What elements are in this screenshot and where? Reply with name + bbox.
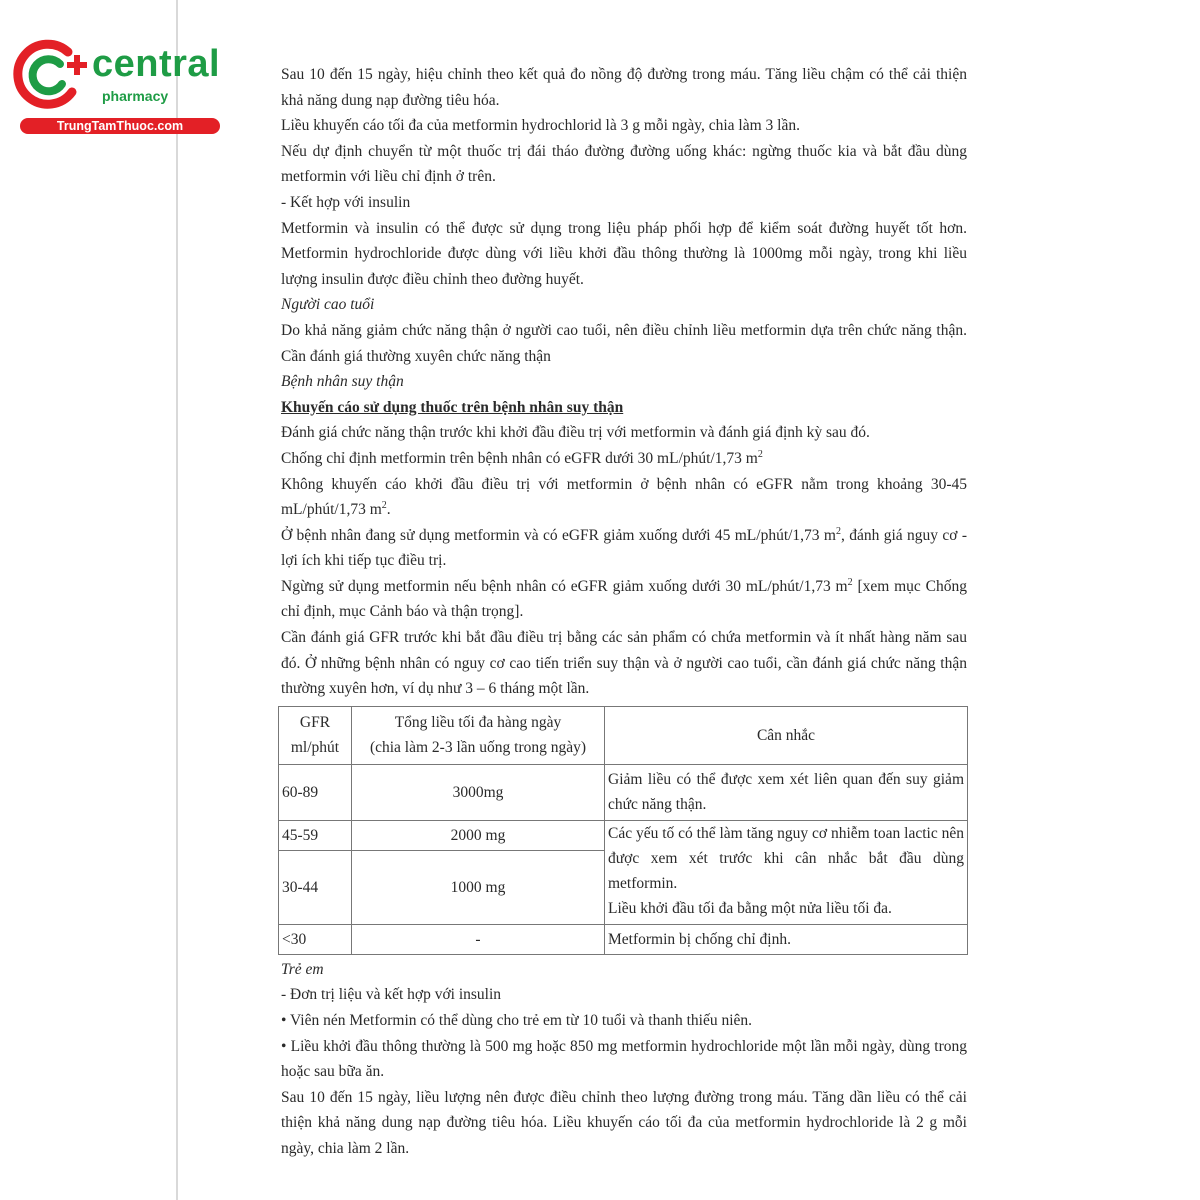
logo-brand-text: central <box>92 43 221 85</box>
header-max-dose: Tổng liều tối đa hàng ngày (chia làm 2-3 lần uống trong ngày) <box>352 706 605 764</box>
central-pharmacy-logo <box>10 38 221 138</box>
paragraph: Sau 10 đến 15 ngày, hiệu chỉnh theo kết quả đo nồng độ đường trong máu. Tăng liều chậm có thể cải thiện khả năng dung nạp đường tiêu hóa. <box>281 66 967 109</box>
table-row: 45-59 2000 mg Các yếu tố có thể làm tăng nguy cơ nhiễm toan lactic nên được xem xét trước khi cân nhắc bắt đầu dùng metformin. Liều khởi đầu tối đa bằng một nửa liều tối đa. <box>279 820 968 850</box>
page-edge <box>176 0 178 1200</box>
merged-note-cell: Các yếu tố có thể làm tăng nguy cơ nhiễm toan lactic nên được xem xét trước khi cân nhắc bắt đầu dùng metformin. Liều khởi đầu tối đa bằng một nửa liều tối đa. <box>605 820 968 924</box>
paragraph: Không khuyến cáo khởi đầu điều trị với metformin ở bệnh nhân có eGFR nằm trong khoảng 30-45 mL/phút/1,73 $m^2$. <box>281 475 967 519</box>
paragraph: - Kết hợp với insulin <box>281 193 411 211</box>
paragraph: • Liều khởi đầu thông thường là 500 mg hoặc 850 mg metformin hydrochloride một lần mỗi ngày, dùng trong hoặc sau bữa ăn. <box>281 1037 967 1081</box>
paragraph: Ở bệnh nhân đang sử dụng metformin và có eGFR giảm xuống dưới 45 mL/phút/1,73 $m^2$, đánh giá nguy cơ - lợi ích khi tiếp tục điều trị. <box>281 525 967 570</box>
header-gfr: GFR ml/phút <box>279 706 352 764</box>
paragraph: Ngừng sử dụng metformin nếu bệnh nhân có eGFR giảm xuống dưới 30 mL/phút/1,73 $m^2$ [xem mục Chống chỉ định, mục Cảnh báo và thận trọng]. <box>281 576 967 621</box>
paragraph: Chống chỉ định metformin trên bệnh nhân có eGFR dưới 30 mL/phút/1,73 $m^2$ <box>281 448 763 467</box>
paragraph: Sau 10 đến 15 ngày, liều lượng nên được điều chỉnh theo lượng đường trong máu. Tăng dần liều có thể cải thiện khả năng dung nạp đường tiêu hóa. Liều khuyến cáo tối đa của metformin hydrochloride là 2 g mỗi ngày, chia làm 2 lần. <box>281 1088 967 1157</box>
paragraph: Đánh giá chức năng thận trước khi khởi đầu điều trị với metformin và đánh giá định kỳ sau đó. <box>281 424 870 442</box>
section-heading-recommendation: Khuyến cáo sử dụng thuốc trên bệnh nhân suy thận <box>281 398 624 416</box>
header-consideration: Cân nhắc <box>605 706 968 764</box>
section-heading-renal: Bệnh nhân suy thận <box>281 373 404 391</box>
paragraph: - Đơn trị liệu và kết hợp với insulin <box>281 986 502 1004</box>
table-row: 60-89 3000mg Giảm liều có thể được xem xét liên quan đến suy giảm chức năng thận. <box>279 764 968 820</box>
paragraph: Liều khuyến cáo tối đa của metformin hydrochlorid là 3 g mỗi ngày, chia làm 3 lần. <box>281 117 800 135</box>
paragraph: Nếu dự định chuyển từ một thuốc trị đái tháo đường đường uống khác: ngừng thuốc kia và bắt đầu dùng metformin với liều chỉ định ở trên. <box>281 142 967 186</box>
logo-sub-text: pharmacy <box>102 88 169 104</box>
section-heading-children: Trẻ em <box>281 960 324 978</box>
pharmacy-cross-logo-icon <box>10 38 92 116</box>
paragraph: Metformin và insulin có thể được sử dụng trong liệu pháp phối hợp để kiểm soát đường huyết tốt hơn. Metformin hydrochloride được dùng với liều khởi đầu thông thường là 1000mg mỗi ngày, trong khi liều lượng insulin được điều chỉnh theo đường huyết. <box>281 219 967 288</box>
section-heading-elderly: Người cao tuổi <box>281 296 375 314</box>
table-row: 30-44 1000 mg <box>279 850 968 924</box>
document-body <box>281 62 967 1162</box>
table-header-row <box>279 706 968 764</box>
table-row: <30 - Metformin bị chống chỉ định. <box>279 924 968 954</box>
gfr-dose-table <box>278 706 968 955</box>
logo-url-banner: TrungTamThuoc.com <box>20 118 220 134</box>
paragraph: Do khả năng giảm chức năng thận ở người cao tuổi, nên điều chỉnh liều metformin dựa trên chức năng thận. Cần đánh giá thường xuyên chức năng thận <box>281 321 967 365</box>
paragraph: • Viên nén Metformin có thể dùng cho trẻ em từ 10 tuổi và thanh thiếu niên. <box>281 1012 753 1030</box>
paragraph: Cần đánh giá GFR trước khi bắt đầu điều trị bằng các sản phẩm có chứa metformin và ít nhất hàng năm sau đó. Ở những bệnh nhân có nguy cơ cao tiến triển suy thận và ở người cao tuổi, cần đánh giá chức năng thận thường xuyên hơn, ví dụ như 3 – 6 tháng một lần. <box>281 629 967 698</box>
